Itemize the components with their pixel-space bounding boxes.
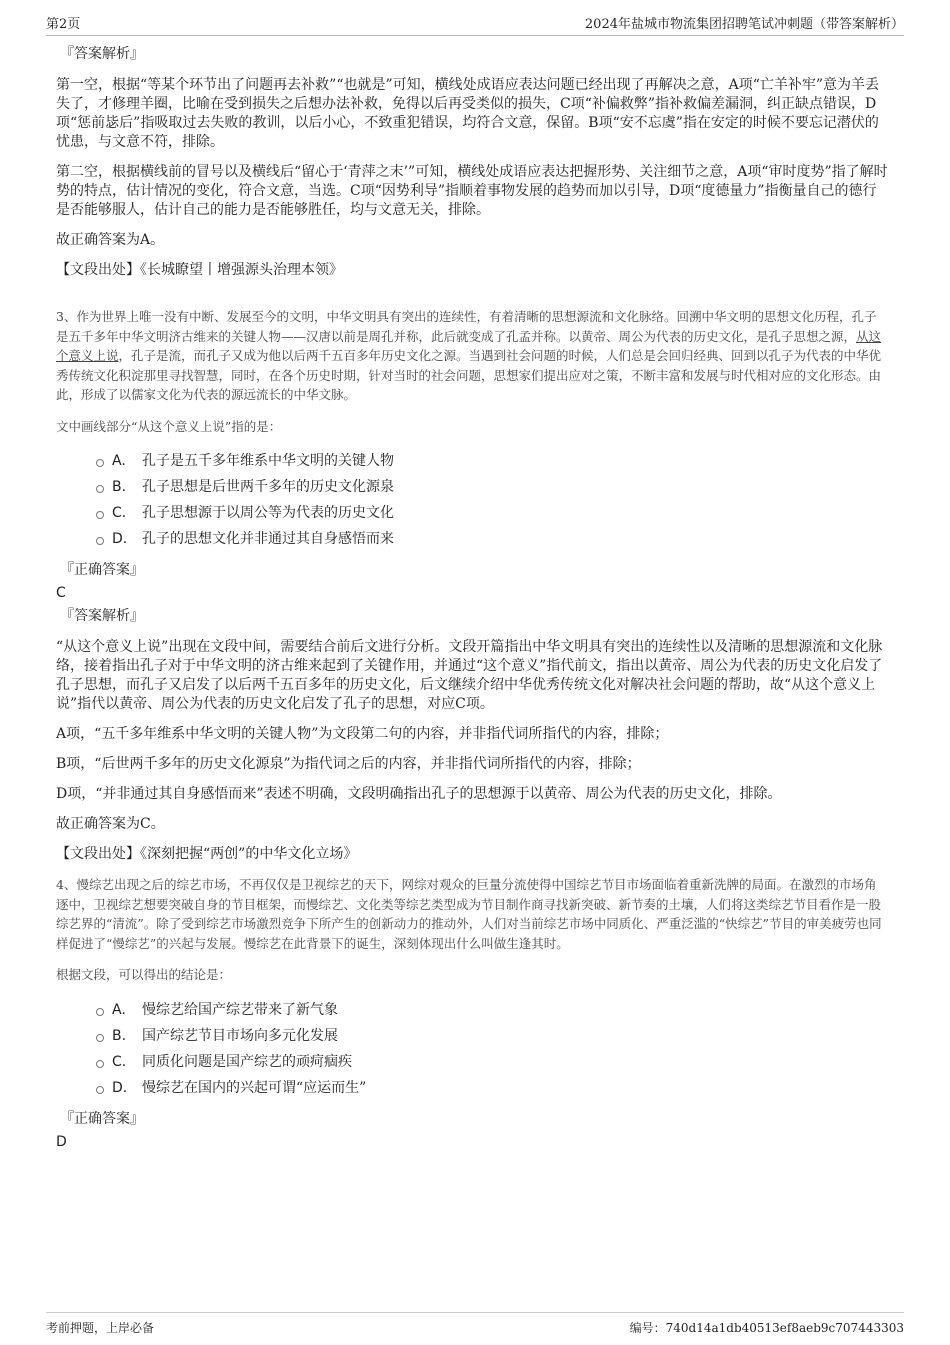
option-letter: D. xyxy=(112,531,128,547)
option-a[interactable] xyxy=(96,997,888,1023)
option-b[interactable] xyxy=(96,474,888,500)
option-list xyxy=(96,448,888,552)
option-letter: D. xyxy=(112,1079,128,1096)
question-stem: 文中画线部分“从这个意义上说”指的是： xyxy=(56,418,282,434)
option-a[interactable] xyxy=(96,448,888,474)
option-text: 孔子是五千多年维系中华文明的关键人物 xyxy=(142,453,394,469)
analysis-conclusion: 故正确答案为C。 xyxy=(56,816,165,832)
analysis-paragraph: 第一空，根据“等某个环节出了问题再去补救”“也就是”可知，横线处成语应表达问题已经出现了再解决之意，A项“亡羊补牢”意为羊丢失了，才修理羊圈，比喻在受到损失之后想办法补救，免得以后再受类似的损失，C项“补偏救弊”指补救偏差漏洞，纠正缺点错误，D项“惩前毖后”指吸取过去失败的教训，以后小心，不致重犯错误，均符合文意，保留。B项“安不忘虞”指在安定的时候不要忘记潜伏的忧患，与文意不符，排除。 xyxy=(56,77,880,150)
correct-answer: D xyxy=(56,1133,67,1150)
analysis-label: 『答案解析』 xyxy=(60,608,144,624)
analysis-paragraph: A项，“五千多年维系中华文明的关键人物”为文段第二句的内容，并非指代词所指代的内容，排除； xyxy=(56,726,669,742)
option-text: 同质化问题是国产综艺的顽疴痼疾 xyxy=(142,1053,352,1070)
option-c[interactable] xyxy=(96,500,888,526)
option-d[interactable] xyxy=(96,526,888,552)
option-letter: B. xyxy=(112,479,127,495)
page-number: 第2页 xyxy=(46,17,81,32)
question-passage xyxy=(56,307,888,405)
radio-icon[interactable] xyxy=(96,1008,104,1016)
option-b[interactable] xyxy=(96,1023,888,1049)
option-letter: A. xyxy=(112,453,126,469)
footer-slogan: 考前押题，上岸必备 xyxy=(46,1320,155,1335)
question-passage: 4、慢综艺出现之后的综艺市场，不再仅仅是卫视综艺的天下，网综对观众的巨量分流使得中国综艺节目市场面临着重新洗牌的局面。在激烈的市场角逐中，卫视综艺想要突破自身的节目框架，而慢综艺、文化类等综艺类型成为节目制作商寻找新突破、新节奏的土壤，人们将这类综艺节目看作是一股综艺界的“清流”。除了受到综艺市场激烈竞争下所产生的创新动力的推动外，人们对当前综艺市场中同质化、严重泛滥的“快综艺”节目的审美疲劳也同样促进了“慢综艺”的兴起与发展。慢综艺在此背景下的诞生，深刻体现出什么叫做生逢其时。 xyxy=(56,877,882,951)
analysis-paragraph: D项，“并非通过其自身感悟而来”表述不明确，文段明确指出孔子的思想源于以黄帝、周公为代表的历史文化，排除。 xyxy=(56,786,782,802)
radio-icon[interactable] xyxy=(96,1086,104,1094)
answer-label: 『正确答案』 xyxy=(60,562,144,578)
analysis-label: 『答案解析』 xyxy=(60,46,144,62)
analysis-conclusion: 故正确答案为A。 xyxy=(56,232,165,248)
option-letter: B. xyxy=(112,1027,127,1044)
option-c[interactable] xyxy=(96,1049,888,1075)
option-letter: A. xyxy=(112,1001,126,1018)
option-d[interactable] xyxy=(96,1075,888,1101)
option-text: 孔子的思想文化并非通过其自身感悟而来 xyxy=(142,531,394,547)
document-title: 2024年盐城市物流集团招聘笔试冲刺题（带答案解析） xyxy=(584,17,904,32)
option-text: 国产综艺节目市场向多元化发展 xyxy=(142,1027,338,1044)
passage-text: 3、作为世界上唯一没有中断、发展至今的文明，中华文明具有突出的连续性，有着清晰的思想源流和文化脉络。回溯中华文明的思想文化历程，孔子是五千多年中华文明济古维来的关键人物——汉唐以前是周孔并称，此后就变成了孔孟并称。以黄帝、周公为代表的历史文化，是孔子思想之源， xyxy=(56,309,877,344)
radio-icon[interactable] xyxy=(96,459,104,467)
analysis-paragraph: 第二空，根据横线前的冒号以及横线后“留心于‘青萍之末’”可知，横线处成语应表达把握形势、关注细节之意，A项“审时度势”指了解时势的特点，估计情况的变化，符合文意，当选。C项“因势利导”指顺着事物发展的趋势而加以引导，D项“度德量力”指衡量自己的德行是否能够服人，估计自己的能力是否能够胜任，均与文意无关，排除。 xyxy=(56,164,888,218)
radio-icon[interactable] xyxy=(96,1060,104,1068)
radio-icon[interactable] xyxy=(96,511,104,519)
option-letter: C. xyxy=(112,505,127,521)
question-stem: 根据文段，可以得出的结论是： xyxy=(56,967,232,982)
option-text: 慢综艺在国内的兴起可谓“应运而生” xyxy=(142,1079,367,1096)
document-id: 编号：740d14a1db40513ef8aeb9c707443303 xyxy=(629,1320,904,1335)
option-text: 慢综艺给国产综艺带来了新气象 xyxy=(142,1001,338,1018)
option-text: 孔子思想源于以周公等为代表的历史文化 xyxy=(142,505,394,521)
passage-text: ，孔子是流，而孔子又成为他以后两千五百多年历史文化之源。当遇到社会问题的时候，人们总是会回归经典、回到以孔子为代表的中华优秀传统文化积淀那里寻找智慧，同时，在各个历史时期，针对当时的社会问题，思想家们提出应对之策，不断丰富和发展与时代相对应的文化形态。由此，形成了以儒家文化为代表的源远流长的中华文脉。 xyxy=(56,348,882,402)
source-citation: 【文段出处】《深刻把握“两创”的中华文化立场》 xyxy=(56,846,358,862)
option-text: 孔子思想是后世两千多年的历史文化源泉 xyxy=(142,479,394,495)
page-footer xyxy=(46,1312,904,1337)
source-citation: 【文段出处】《长城瞭望丨增强源头治理本领》 xyxy=(56,262,343,278)
option-list xyxy=(96,997,888,1101)
page-header xyxy=(46,12,904,36)
answer-label: 『正确答案』 xyxy=(60,1110,144,1127)
analysis-paragraph: B项，“后世两千多年的历史文化源泉”为指代词之后的内容，并非指代词所指代的内容，排除； xyxy=(56,756,641,772)
correct-answer: C xyxy=(56,585,66,601)
analysis-paragraph: “从这个意义上说”出现在文段中间，需要结合前后文进行分析。文段开篇指出中华文明具有突出的连续性以及清晰的思想源流和文化脉络，接着指出孔子对于中华文明的济古维来起到了关键作用，并通过“这个意义”指代前文，指出以黄帝、周公为代表的历史文化启发了孔子思想，而孔子又启发了以后两千五百多年的历史文化，后文继续介绍中华优秀传统文化对解决社会问题的帮助，故“从这个意义上说”指代以黄帝、周公为代表的历史文化启发了孔子的思想，对应C项。 xyxy=(56,639,883,712)
underlined-phrase: 从这个意义上说 xyxy=(56,328,882,363)
page-content xyxy=(56,44,888,1155)
radio-icon[interactable] xyxy=(96,1034,104,1042)
radio-icon[interactable] xyxy=(96,485,104,493)
option-letter: C. xyxy=(112,1053,127,1070)
radio-icon[interactable] xyxy=(96,537,104,545)
